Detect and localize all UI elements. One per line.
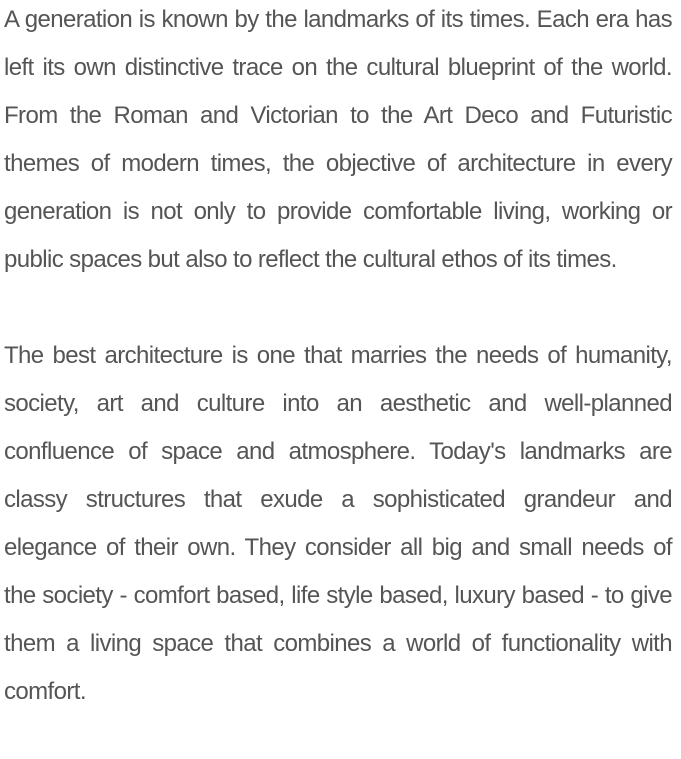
paragraph-best-architecture: The best architecture is one that marries the needs of humanity, society, art and culture into an aesthetic and well-planned confluence of space and atmosphere. Today's landmarks are classy structures that exude a sophisticated grandeur and elegance of their own. They consider all big and small needs of the society - comfort based, life style based, luxury based - to give them a living space that combines a world of functionality with comfort. (4, 342, 672, 705)
paragraph-intro: A generation is known by the landmarks of its times. Each era has left its own distinctive trace on the cultural blueprint of the world. From the Roman and Victorian to the Art Deco and Futuristic themes of modern times, the objective of architecture in every generation is not only to provide comfortable living, working or public spaces but also to reflect the cultural ethos of its times. (4, 6, 672, 273)
